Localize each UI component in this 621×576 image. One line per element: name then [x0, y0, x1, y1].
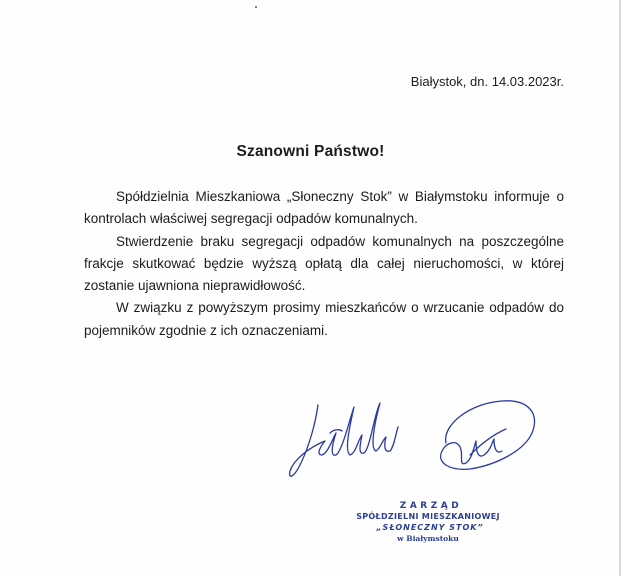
place-and-date: Białystok, dn. 14.03.2023r. — [410, 74, 564, 89]
stamp-line-3: „SŁONECZNY STOK” — [376, 523, 484, 532]
signature-1 — [290, 403, 398, 476]
signature-2 — [441, 401, 535, 469]
signatures — [270, 385, 550, 495]
paragraph-3: W związku z powyższym prosimy mieszkańców o wrzucanie odpadów do pojemników zgodnie z ich oznaczeniami. — [84, 300, 564, 338]
rubber-stamp — [346, 498, 516, 550]
paragraph-2: Stwierdzenie braku segregacji odpadów komunalnych na poszczególne frakcje skutkować będzie wyższą opłatą dla całej nieruchomości, w której zostanie ujawniona nieprawidłowość. — [84, 233, 564, 294]
stamp-line-1: ZARZĄD — [399, 501, 463, 511]
greeting-heading: Szanowni Państwo! — [236, 143, 385, 160]
letter-body — [84, 186, 564, 342]
stamp-line-2: SPÓŁDZIELNI MIESZKANIOWEJ — [356, 512, 500, 521]
paragraph-1: Spółdzielnia Mieszkaniowa „Słoneczny Stok” w Białymstoku informuje o kontrolach właściwej segregacji odpadów komunalnych. — [84, 189, 564, 227]
scan-speck — [255, 6, 257, 8]
stamp-line-4: w Białymstoku — [397, 534, 459, 543]
